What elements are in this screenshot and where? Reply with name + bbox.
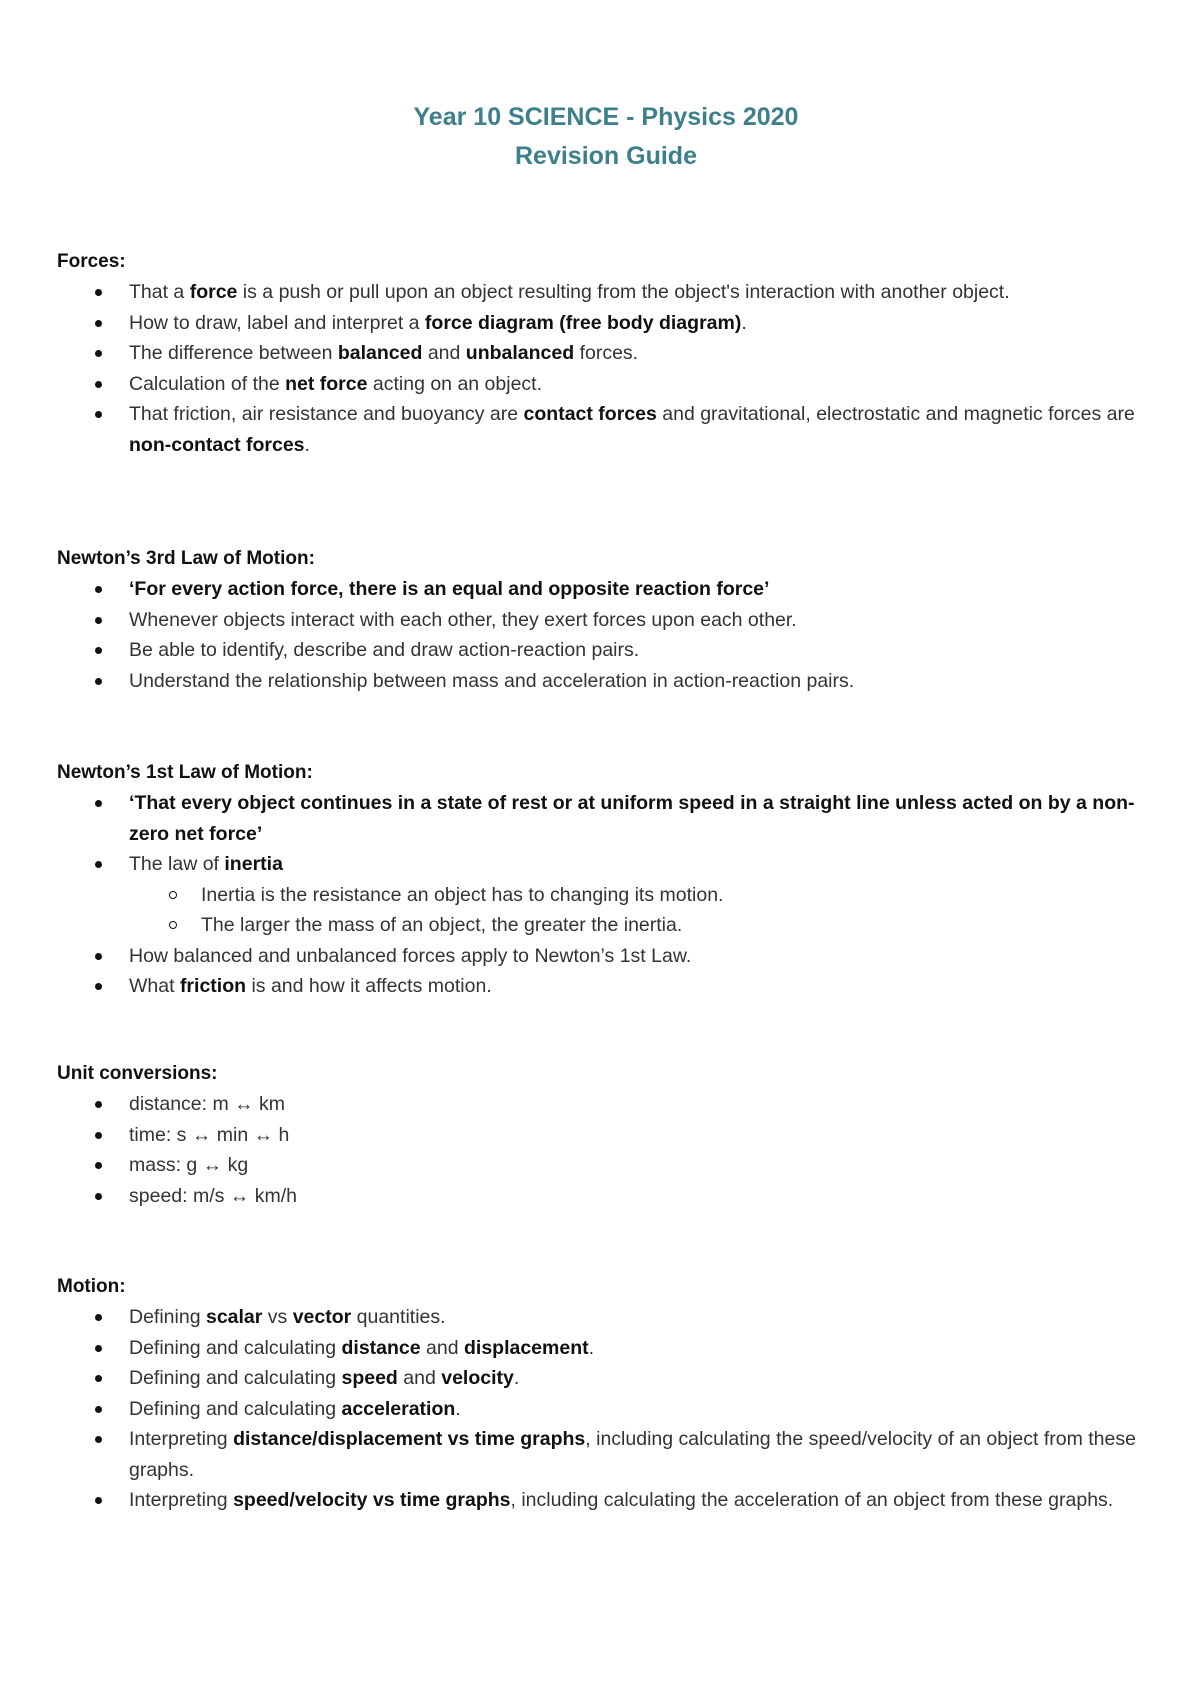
bullet-icon [95, 1193, 102, 1200]
bullet-icon [95, 586, 102, 593]
list-item: How balanced and unbalanced forces apply to Newton’s 1st Law. [57, 941, 1157, 972]
bullet-icon [95, 983, 102, 990]
list-item: What friction is and how it affects motion. [57, 971, 1157, 1002]
list-item: Defining and calculating acceleration. [57, 1394, 1157, 1425]
bullet-icon [95, 953, 102, 960]
list-item: The difference between balanced and unbalanced forces. [57, 338, 1157, 369]
bullet-icon [95, 1132, 102, 1139]
sub-list-item: The larger the mass of an object, the greater the inertia. [57, 910, 1157, 941]
list-item: Be able to identify, describe and draw action-reaction pairs. [57, 635, 1157, 666]
list-item: How to draw, label and interpret a force diagram (free body diagram). [57, 308, 1157, 339]
bullet-icon [95, 320, 102, 327]
hollow-bullet-icon [169, 921, 177, 929]
bullet-icon [95, 1406, 102, 1413]
bullet-icon [95, 411, 102, 418]
bullet-list [57, 277, 1157, 460]
bullet-icon [95, 1101, 102, 1108]
list-item: Defining and calculating distance and displacement. [57, 1333, 1157, 1364]
list-item: Defining and calculating speed and velocity. [57, 1363, 1157, 1394]
bullet-icon [95, 1497, 102, 1504]
list-item: Interpreting distance/displacement vs time graphs, including calculating the speed/velocity of an object from these graphs. [57, 1424, 1157, 1485]
bullet-icon [95, 1375, 102, 1382]
bullet-list [57, 574, 1157, 696]
bullet-icon [95, 1314, 102, 1321]
bullet-icon [95, 1345, 102, 1352]
section-heading: Newton’s 3rd Law of Motion: [57, 548, 315, 569]
bullet-icon [95, 617, 102, 624]
list-item: That friction, air resistance and buoyancy are contact forces and gravitational, electrostatic and magnetic forces are non-contact forces. [57, 399, 1157, 460]
list-item: speed: m/s ↔ km/h [57, 1181, 1157, 1212]
bullet-icon [95, 678, 102, 685]
bullet-icon [95, 861, 102, 868]
bullet-icon [95, 289, 102, 296]
bullet-icon [95, 1436, 102, 1443]
list-item: That a force is a push or pull upon an object resulting from the object's interaction with another object. [57, 277, 1157, 308]
document-title [0, 98, 1200, 176]
section-heading: Unit conversions: [57, 1063, 218, 1084]
list-item: time: s ↔ min ↔ h [57, 1120, 1157, 1151]
bullet-icon [95, 1162, 102, 1169]
section-heading: Newton’s 1st Law of Motion: [57, 762, 313, 783]
list-item: Interpreting speed/velocity vs time graphs, including calculating the acceleration of an object from these graphs. [57, 1485, 1157, 1516]
section-unit-conversions [57, 1059, 1157, 1211]
bullet-icon [95, 350, 102, 357]
list-item: Calculation of the net force acting on an object. [57, 369, 1157, 400]
bullet-icon [95, 800, 102, 807]
title-line-1: Year 10 SCIENCE - Physics 2020 [413, 103, 799, 131]
list-item: mass: g ↔ kg [57, 1150, 1157, 1181]
list-item: Defining scalar vs vector quantities. [57, 1302, 1157, 1333]
bullet-icon [95, 381, 102, 388]
bullet-list [57, 1302, 1157, 1516]
list-item: The law of inertia [57, 849, 1157, 880]
list-item: Understand the relationship between mass and acceleration in action-reaction pairs. [57, 666, 1157, 697]
title-line-2: Revision Guide [515, 142, 697, 170]
bullet-list [57, 1089, 1157, 1211]
section-heading: Motion: [57, 1276, 126, 1297]
section-heading: Forces: [57, 251, 126, 272]
list-item: distance: m ↔ km [57, 1089, 1157, 1120]
list-item: Whenever objects interact with each other, they exert forces upon each other. [57, 605, 1157, 636]
hollow-bullet-icon [169, 891, 177, 899]
sub-list-item: Inertia is the resistance an object has to changing its motion. [57, 880, 1157, 911]
bullet-icon [95, 647, 102, 654]
list-item: ‘That every object continues in a state of rest or at uniform speed in a straight line unless acted on by a non-zero net force’ [57, 788, 1157, 849]
section-motion [57, 1272, 1157, 1516]
section-newton-3rd-law [57, 544, 1157, 696]
section-newton-1st-law [57, 758, 1157, 1002]
section-forces [57, 247, 1157, 460]
list-item: ‘For every action force, there is an equal and opposite reaction force’ [57, 574, 1157, 605]
bullet-list [57, 788, 1157, 1002]
